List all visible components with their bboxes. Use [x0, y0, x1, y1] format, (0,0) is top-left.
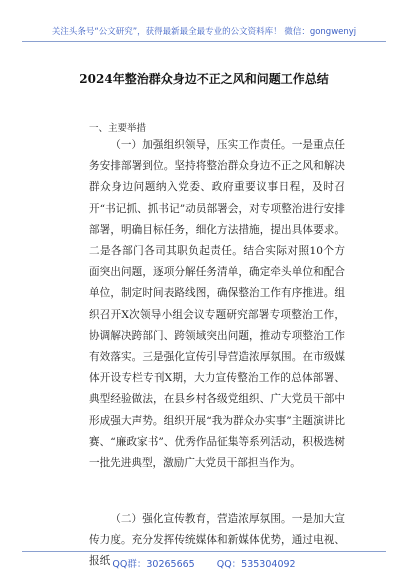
footer	[0, 556, 408, 570]
section-heading: 一、主要举措	[89, 123, 147, 134]
paragraph: （一）加强组织领导，压实工作责任。一是重点任务安排部署到位。坚持将整治群众身边不正之风和解决群众身边问题纳入党委、政府重要议事日程，及时召开“书记抓、抓书记”动员部署会，对专项整治进行安排部署，明确目标任务，细化方法措施，提出具体要求。二是各部门各司其职负起责任。结合实际对照10个方面突出问题，逐项分解任务清单，确定牵头单位和配合单位，制定时间表路线图，确保整治工作有序推进。组织召开X次领导小组会议专题研究部署专项整治工作，协调解决跨部门、跨领域突出问题，推动专项整治工作有效落实。三是强化宣传引导营造浓厚氛围。在市级媒体开设专栏专刊X期，大力宣传整治工作的总体部署、典型经验做法，在县乡村各级党组织、广大党员干部中形成强大声势。组织开展“我为群众办实事”主题演讲比赛、“廉政家书”、优秀作品征集等系列活动，积极选树一批先进典型，激励广大党员干部担当作为。	[89, 139, 345, 470]
document-title: 2024年整治群众身边不正之风和问题工作总结	[79, 72, 329, 86]
paragraph: （二）强化宣传教育，营造浓厚氛围。一是加大宣传力度。充分发挥传统媒体和新媒体优势，通过电视、报纸	[89, 513, 345, 568]
header-banner: 关注头条号“公文研究”，获得最新最全最专业的公文资料库！ 微信：gongwenyj	[51, 27, 357, 37]
footer-qq: QQ：535304092	[216, 559, 296, 570]
footer-divider	[22, 551, 386, 552]
footer-qq-group: QQ群：30265665	[112, 559, 195, 570]
header-divider	[22, 41, 386, 42]
